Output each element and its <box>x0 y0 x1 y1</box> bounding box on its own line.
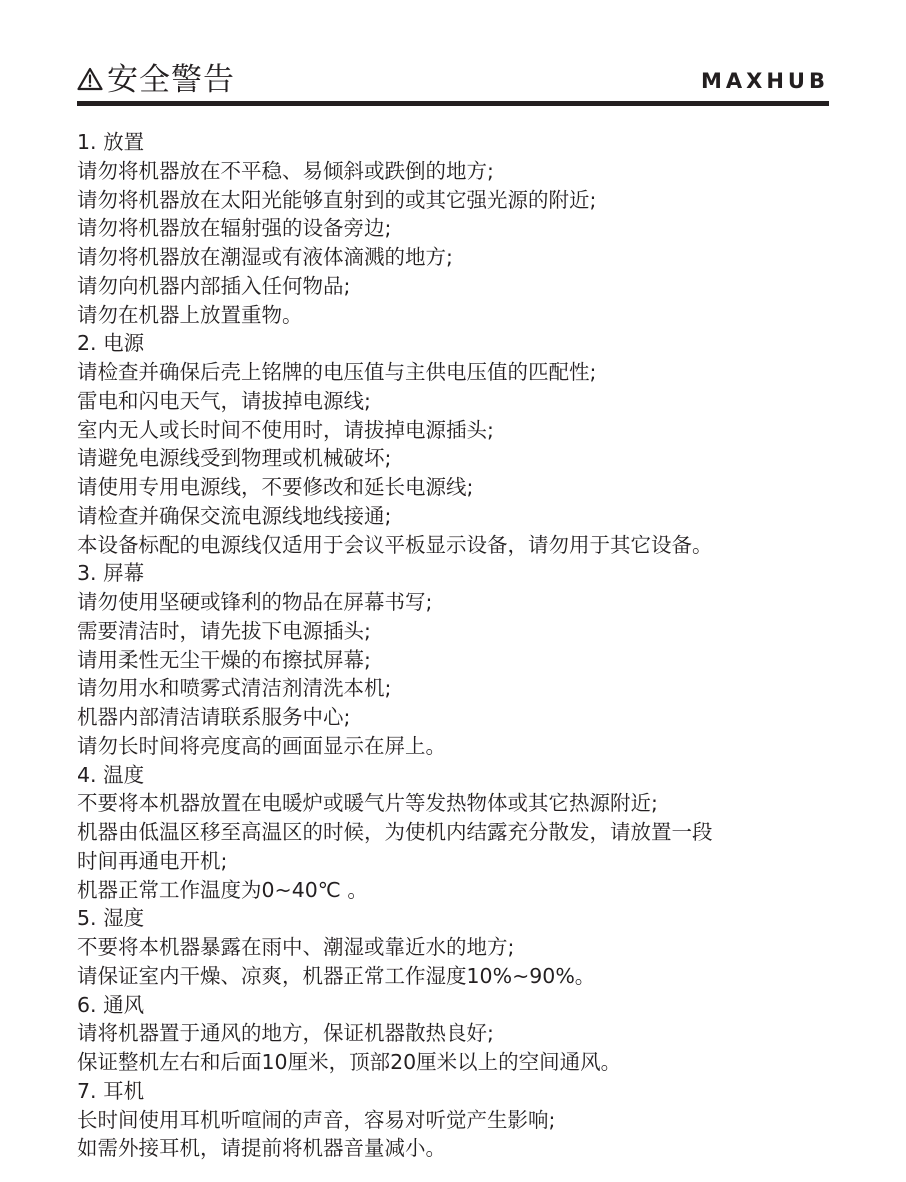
warning-line: 请勿将机器放在辐射强的设备旁边; <box>77 216 392 241</box>
section-heading: 7. 耳机 <box>77 1078 145 1103</box>
warning-line: 请勿将机器放在太阳光能够直射到的或其它强光源的附近; <box>77 187 597 212</box>
warning-line: 机器正常工作温度为0~40℃ 。 <box>77 877 368 902</box>
section-headphones <box>77 1077 829 1163</box>
warning-line: 请用柔性无尘干燥的布擦拭屏幕; <box>77 647 371 672</box>
warning-line: 机器由低温区移至高温区的时候，为使机内结露充分散发，请放置一段 <box>77 820 713 844</box>
warning-line: 不要将本机器放置在电暖炉或暖气片等发热物体或其它热源附近; <box>77 791 658 816</box>
section-heading: 3. 屏幕 <box>77 561 145 586</box>
page-title <box>77 60 235 100</box>
warning-line: 需要清洁时，请先拔下电源插头; <box>77 618 371 643</box>
warning-line: 请检查并确保交流电源线地线接通; <box>77 503 392 528</box>
section-screen <box>77 559 829 760</box>
section-temperature <box>77 761 829 905</box>
warning-line: 请勿在机器上放置重物。 <box>77 302 303 327</box>
brand-logo: MAXHUB <box>701 69 829 93</box>
warning-line: 请避免电源线受到物理或机械破坏; <box>77 446 392 471</box>
section-humidity <box>77 904 829 990</box>
section-heading: 2. 电源 <box>77 331 145 356</box>
warning-line: 请使用专用电源线，不要修改和延长电源线; <box>77 475 474 499</box>
warning-line: 长时间使用耳机听喧闹的声音，容易对听觉产生影响; <box>77 1107 556 1132</box>
section-power <box>77 329 829 559</box>
warning-line: 本设备标配的电源线仅适用于会议平板显示设备，请勿用于其它设备。 <box>77 532 713 557</box>
warning-line: 请检查并确保后壳上铭牌的电压值与主供电压值的匹配性; <box>77 360 597 384</box>
section-heading: 5. 湿度 <box>77 906 145 931</box>
warning-line: 机器内部清洁请联系服务中心; <box>77 705 351 729</box>
warning-line: 请勿将机器放在潮湿或有液体滴溅的地方; <box>77 245 453 269</box>
section-heading: 4. 温度 <box>77 762 145 787</box>
section-ventilation <box>77 991 829 1077</box>
section-heading: 1. 放置 <box>77 130 145 154</box>
safety-warning-content <box>77 128 829 1163</box>
warning-line: 请勿用水和喷雾式清洁剂清洗本机; <box>77 676 392 701</box>
warning-line: 请勿向机器内部插入任何物品; <box>77 273 351 298</box>
page-title-text: 安全警告 <box>107 62 235 98</box>
warning-line: 保证整机左右和后面10厘米，顶部20厘米以上的空间通风。 <box>77 1050 622 1074</box>
warning-line: 如需外接耳机，请提前将机器音量减小。 <box>77 1136 446 1161</box>
warning-line: 室内无人或长时间不使用时，请拔掉电源插头; <box>77 417 494 442</box>
warning-line: 请勿使用坚硬或锋利的物品在屏幕书写; <box>77 590 433 614</box>
warning-line: 请勿长时间将亮度高的画面显示在屏上。 <box>77 733 446 758</box>
warning-line: 时间再通电开机; <box>77 848 228 873</box>
section-heading: 6. 通风 <box>77 992 145 1017</box>
warning-line: 雷电和闪电天气，请拔掉电源线; <box>77 388 371 413</box>
section-placement <box>77 128 829 329</box>
warning-line: 请保证室内干燥、凉爽，机器正常工作湿度10%~90%。 <box>77 963 596 988</box>
warning-line: 请将机器置于通风的地方，保证机器散热良好; <box>77 1021 494 1046</box>
page-header <box>77 58 829 102</box>
warning-triangle-icon <box>77 67 103 91</box>
warning-line: 请勿将机器放在不平稳、易倾斜或跌倒的地方; <box>77 158 494 183</box>
header-divider <box>77 101 829 106</box>
warning-line: 不要将本机器暴露在雨中、潮湿或靠近水的地方; <box>77 935 515 959</box>
